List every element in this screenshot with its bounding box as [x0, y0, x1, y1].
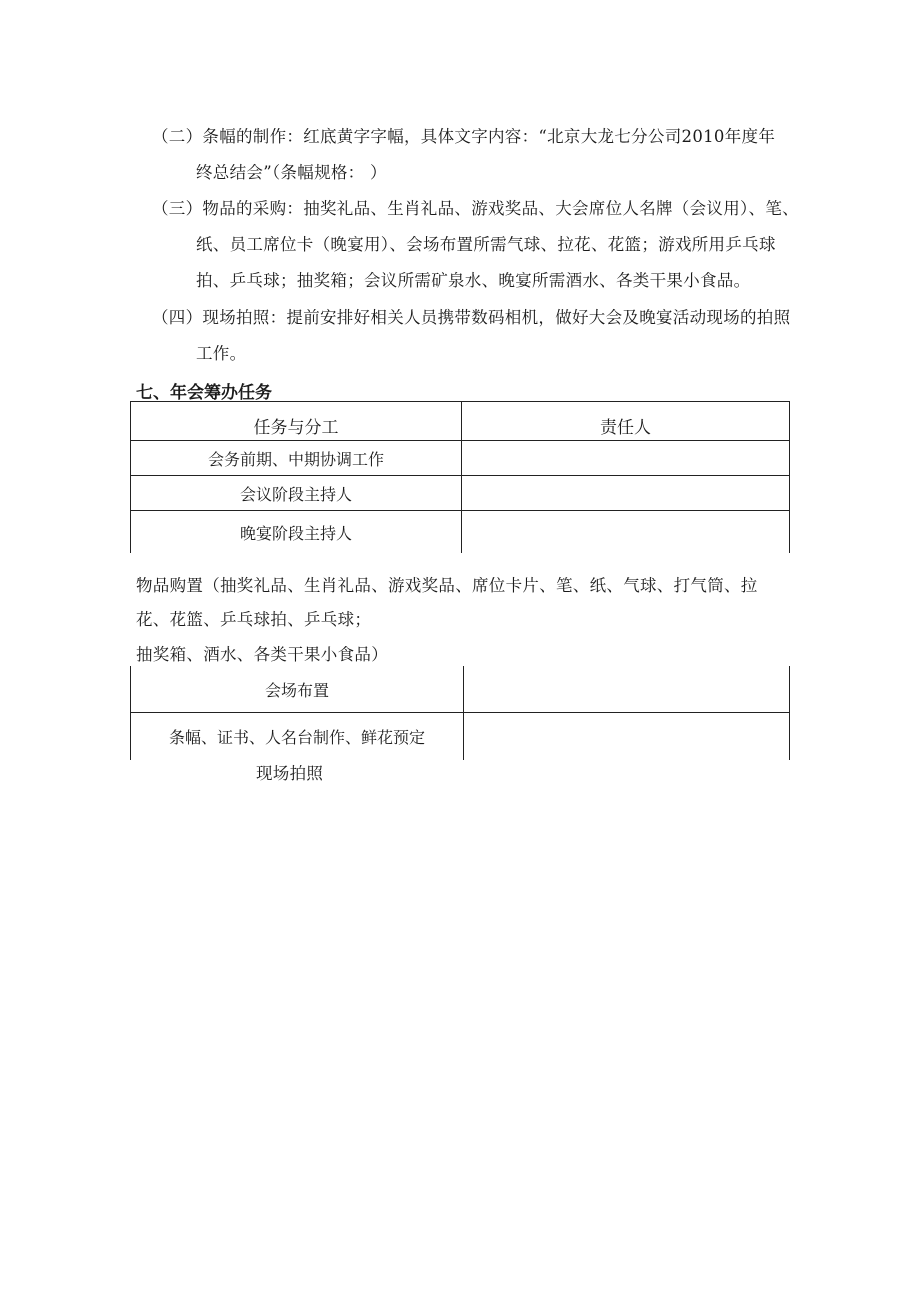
- table-row: [131, 666, 790, 713]
- photo-item: 现场拍照: [256, 764, 324, 783]
- item4-line2: 工作。: [196, 344, 247, 363]
- table-row: [131, 713, 790, 761]
- purchase-note-line1: 物品购置（抽奖礼品、生肖礼品、游戏奖品、席位卡片、笔、纸、气球、打气筒、拉: [136, 576, 758, 595]
- item4-line1: （四）现场拍照：提前安排好相关人员携带数码相机，做好大会及晚宴活动现场的拍照: [152, 308, 791, 327]
- table-row: [131, 476, 790, 511]
- owner-cell: [464, 666, 790, 713]
- purchase-note-line3: 抽奖箱、酒水、各类干果小食品）: [136, 645, 388, 664]
- task-cell: 会议阶段主持人: [131, 476, 462, 511]
- table-row: [131, 511, 790, 554]
- header-owner: 责任人: [462, 402, 790, 441]
- item3-line3: 拍、乒乓球；抽奖箱；会议所需矿泉水、晚宴所需酒水、各类干果小食品。: [196, 271, 751, 290]
- table-row: [131, 441, 790, 476]
- task-table-continued: [130, 666, 790, 760]
- owner-cell: [464, 713, 790, 761]
- owner-cell: [462, 476, 790, 511]
- purchase-note-line2: 花、花篮、乒乓球拍、乒乓球；: [136, 610, 372, 629]
- task-cell: 晚宴阶段主持人: [131, 511, 462, 554]
- task-cell: 条幅、证书、人名台制作、鲜花预定: [131, 713, 464, 761]
- table-header-row: [131, 402, 790, 441]
- section-heading: 七、年会筹办任务: [136, 383, 272, 403]
- owner-cell: [462, 441, 790, 476]
- task-cell: 会场布置: [131, 666, 464, 713]
- item2-line1: （二）条幅的制作：红底黄字字幅，具体文字内容：“北京大龙七分公司2010年度年: [152, 127, 776, 146]
- owner-cell: [462, 511, 790, 554]
- task-table: [130, 401, 790, 553]
- task-cell: 会务前期、中期协调工作: [131, 441, 462, 476]
- header-task: 任务与分工: [131, 402, 462, 441]
- item3-line1: （三）物品的采购：抽奖礼品、生肖礼品、游戏奖品、大会席位人名牌（会议用）、笔、: [152, 199, 799, 218]
- item2-line2: 终总结会”（条幅规格： ）: [196, 163, 387, 182]
- item3-line2: 纸、员工席位卡（晚宴用）、会场布置所需气球、拉花、花篮；游戏所用乒乓球: [196, 235, 776, 254]
